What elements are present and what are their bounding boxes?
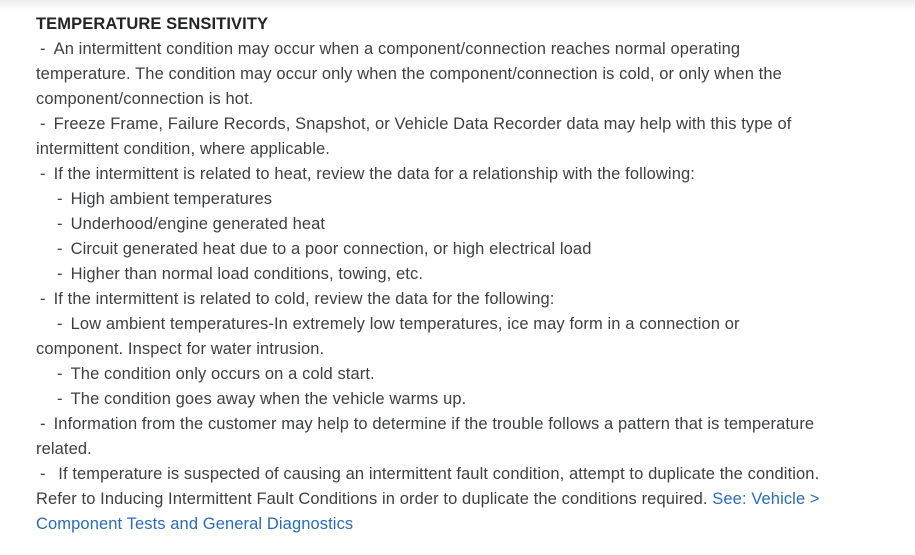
document-body [0,10,915,537]
sub-bullet-item: - Low ambient temperatures-In extremely low temperatures, ice may form in a connection or component. Inspect for water intrusion. [36,312,827,362]
section-heading: TEMPERATURE SENSITIVITY [36,15,269,33]
sub-bullet-item: - Higher than normal load conditions, towing, etc. [36,262,827,287]
sub-bullet-item: - Underhood/engine generated heat [36,212,827,237]
bullet-item: - If the intermittent is related to heat, review the data for a relationship with the following: [36,162,827,187]
bullet-item: - An intermittent condition may occur when a component/connection reaches normal operating temperature. The condition may occur only when the component/connection is cold, or only when the component/connection is hot. [36,37,827,112]
sub-bullet-item: - High ambient temperatures [36,187,827,212]
top-fade-strip [0,0,915,10]
bullet-item-with-link [36,462,827,537]
bullet-item: - Freeze Frame, Failure Records, Snapshot, or Vehicle Data Recorder data may help with this type of intermittent condition, where applicable. [36,112,827,162]
sub-bullet-item: - The condition goes away when the vehicle warms up. [36,387,827,412]
see-reference-link[interactable]: See: Vehicle > Component Tests and General Diagnostics [36,490,820,533]
sub-bullet-item: - Circuit generated heat due to a poor connection, or high electrical load [36,237,827,262]
sub-bullet-item: - The condition only occurs on a cold start. [36,362,827,387]
bullet-text: If temperature is suspected of causing an intermittent fault condition, attempt to duplicate the condition. Refer to Inducing Intermittent Fault Conditions in order to duplicate the conditions required. [36,465,820,508]
bullet-item: - Information from the customer may help to determine if the trouble follows a pattern that is temperature related. [36,412,827,462]
bullet-item: - If the intermittent is related to cold, review the data for the following: [36,287,827,312]
